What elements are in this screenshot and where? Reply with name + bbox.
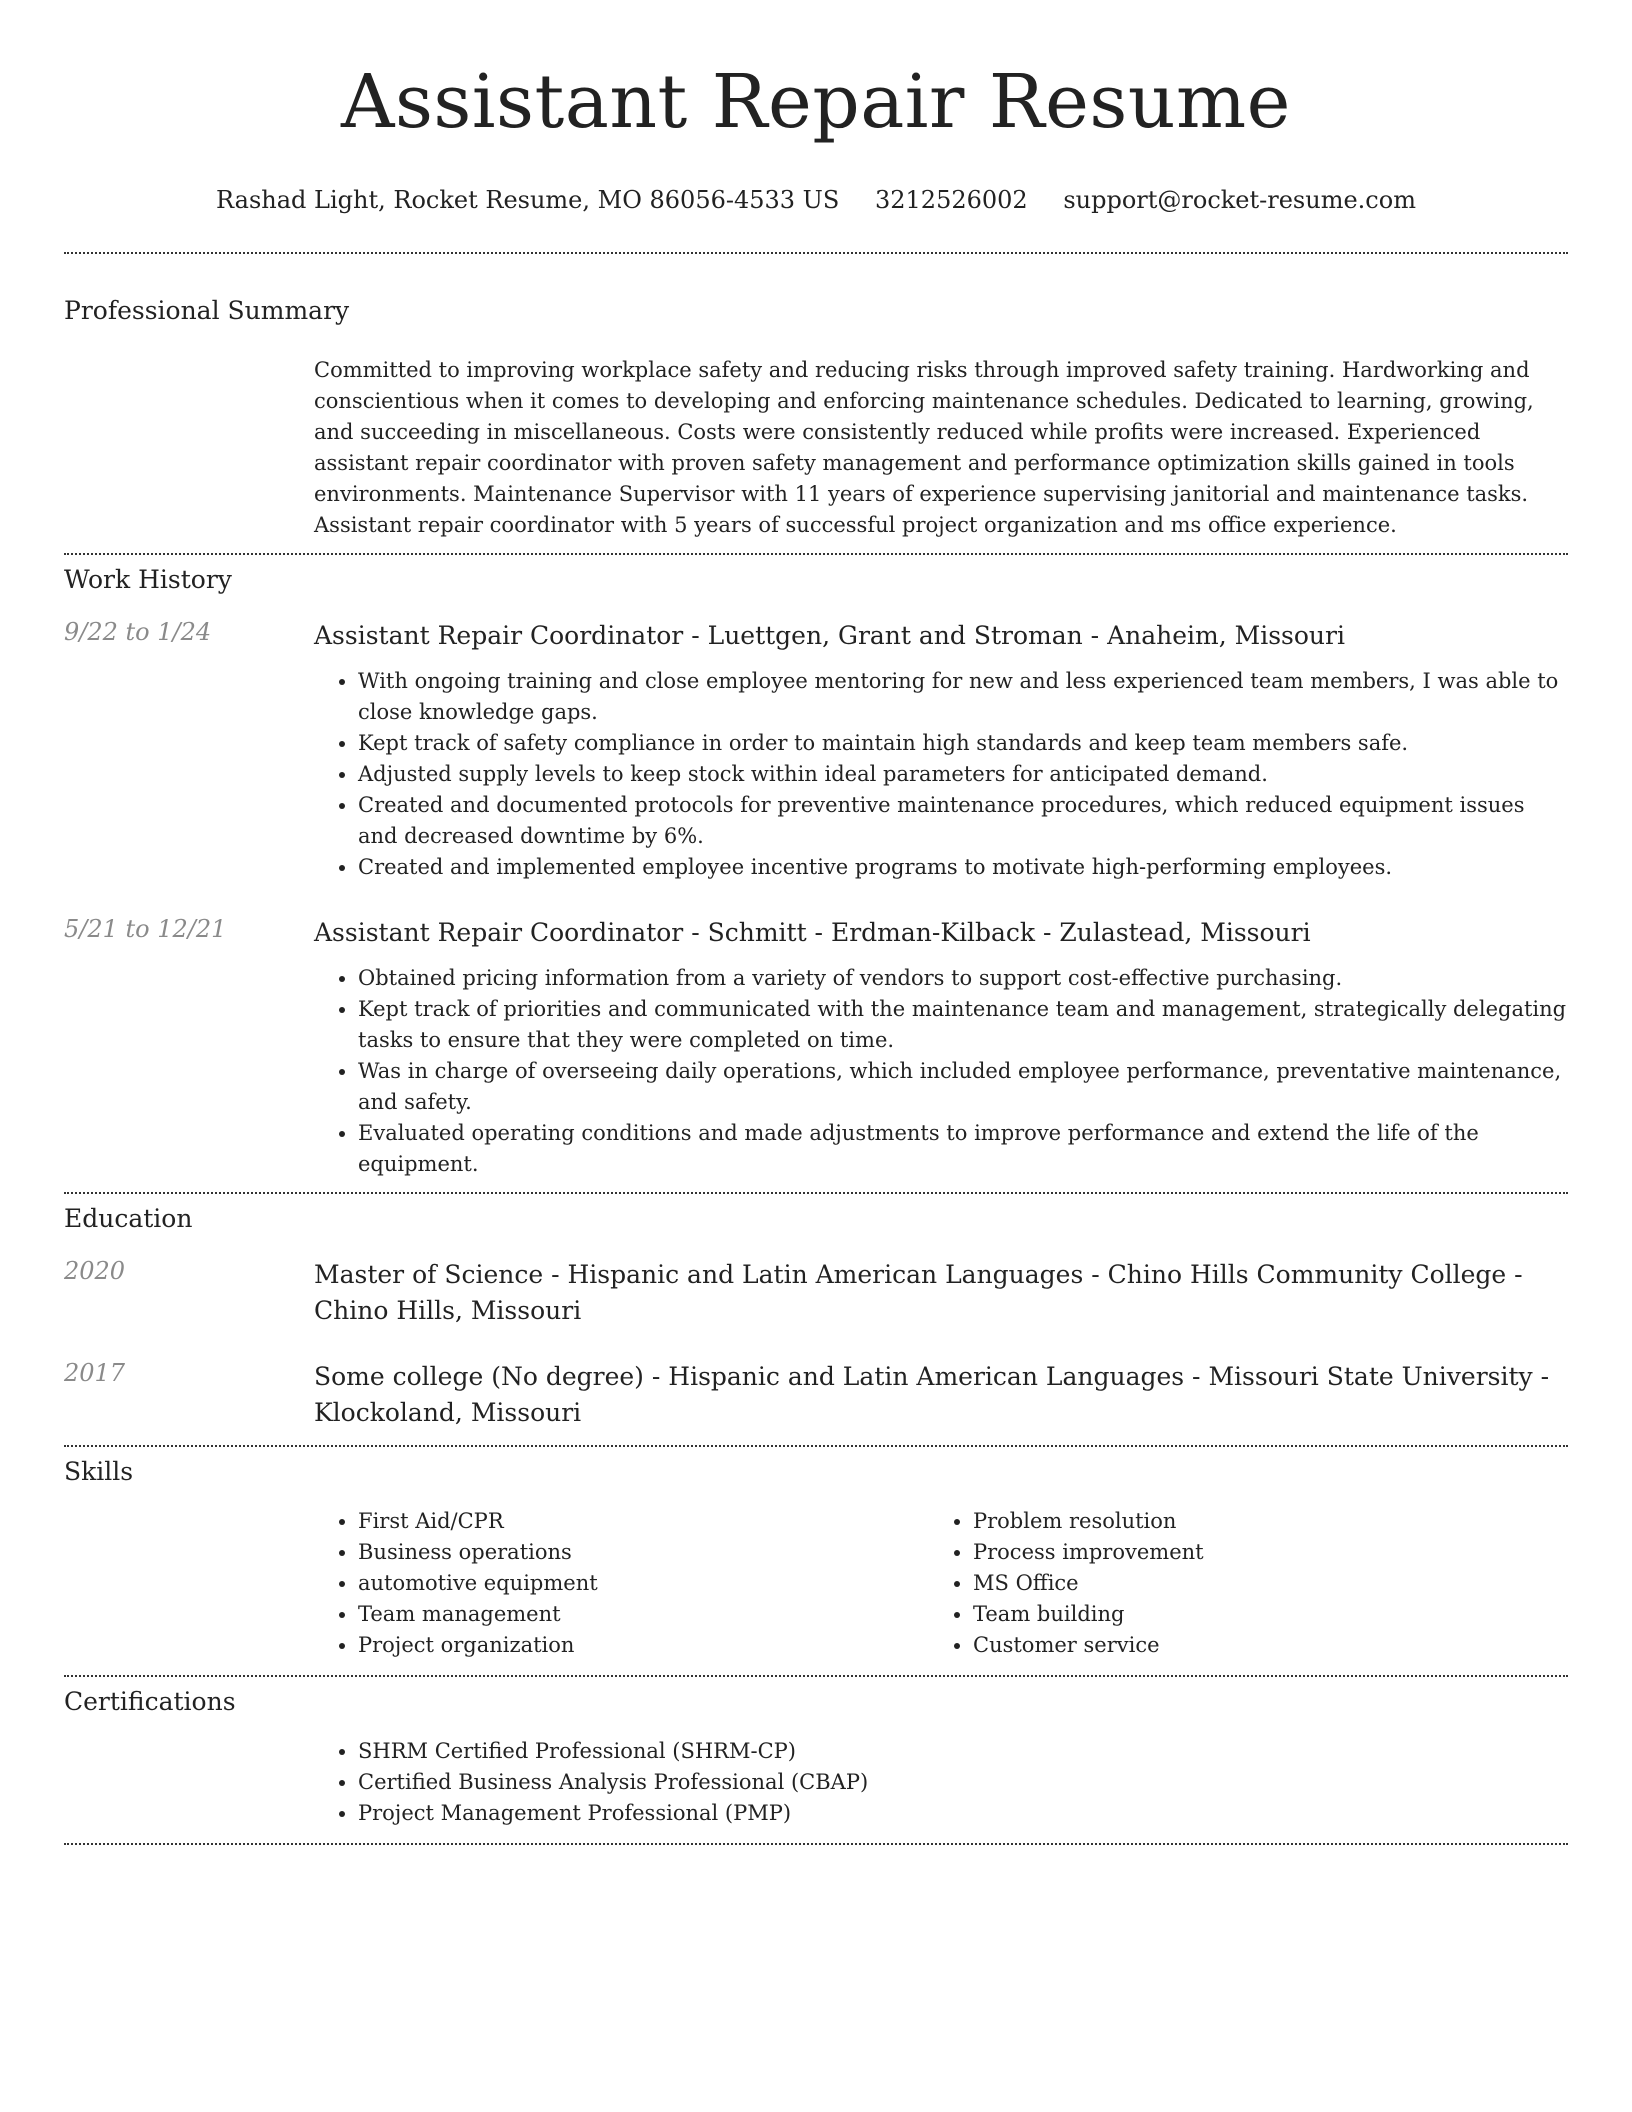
education-degree: Master of Science - Hispanic and Latin American Languages [314, 1260, 1084, 1289]
list-item: • SHRM Certified Professional (SHRM-CP) [358, 1736, 1568, 1767]
list-item: • Obtained pricing information from a variety of vendors to support cost-effective purchasing. [358, 963, 1568, 994]
education-details: - Missouri State University - Klockoland, Missouri [314, 1362, 1550, 1427]
job-bullets [314, 666, 1568, 883]
section-heading-education: Education [64, 1204, 193, 1233]
list-item: • First Aid/CPR [358, 1506, 929, 1537]
skills-list [929, 1506, 1544, 1661]
list-item: • Adjusted supply levels to keep stock within ideal parameters for anticipated demand. [358, 759, 1568, 790]
contact-line [64, 186, 1568, 214]
skills-section [64, 1447, 1568, 1675]
list-item: • Kept track of safety compliance in order to maintain high standards and keep team members safe. [358, 728, 1568, 759]
list-item: • Process improvement [973, 1537, 1544, 1568]
skills-list [314, 1506, 929, 1661]
job-details: - Luettgen, Grant and Stroman - Anaheim, Missouri [683, 621, 1345, 650]
section-heading-summary: Professional Summary [64, 296, 350, 325]
list-item: • Business operations [358, 1537, 929, 1568]
education-section [64, 1194, 1568, 1445]
job-title: Assistant Repair Coordinator [314, 621, 684, 650]
job-entry [64, 618, 1568, 883]
job-title: Assistant Repair Coordinator [314, 918, 684, 947]
section-heading-skills: Skills [64, 1457, 134, 1486]
list-item: • Project Management Professional (PMP) [358, 1798, 1568, 1829]
education-year: 2020 [64, 1257, 126, 1285]
education-entry [64, 1257, 1568, 1329]
list-item: • Was in charge of overseeing daily operations, which included employee performance, preventative maintenance, and safety. [358, 1056, 1568, 1118]
list-item: • Certified Business Analysis Professional (CBAP) [358, 1767, 1568, 1798]
job-dates: 5/21 to 12/21 [64, 915, 227, 943]
work-history-section [64, 555, 1568, 1192]
section-heading-work: Work History [64, 565, 232, 594]
list-item: • MS Office [973, 1568, 1544, 1599]
list-item: • Kept track of priorities and communicated with the maintenance team and management, strategically delegating tasks to ensure that they were completed on time. [358, 994, 1568, 1056]
list-item: • Created and documented protocols for preventive maintenance procedures, which reduced equipment issues and decreased downtime by 6%. [358, 790, 1568, 852]
list-item: • With ongoing training and close employee mentoring for new and less experienced team members, I was able to close knowledge gaps. [358, 666, 1568, 728]
list-item: • automotive equipment [358, 1568, 929, 1599]
contact-phone: 3212526002 [874, 186, 1028, 214]
education-details: - Chino Hills Community College - Chino Hills, Missouri [314, 1260, 1523, 1325]
job-bullets [314, 963, 1568, 1180]
list-item: • Created and implemented employee incentive programs to motivate high-performing employees. [358, 852, 1568, 883]
certifications-list [314, 1736, 1568, 1829]
resume-title: Assistant Repair Resume [341, 59, 1291, 145]
education-year: 2017 [64, 1359, 126, 1387]
job-entry [64, 915, 1568, 1180]
education-degree: Some college (No degree) - Hispanic and Latin American Languages [314, 1362, 1185, 1391]
summary-section [64, 254, 1568, 553]
certifications-section [64, 1677, 1568, 1843]
divider [64, 1843, 1568, 1845]
job-title-line [314, 915, 1568, 951]
list-item: • Problem resolution [973, 1506, 1544, 1537]
list-item: • Customer service [973, 1630, 1544, 1661]
job-title-line [314, 618, 1568, 654]
summary-text: Committed to improving workplace safety and reducing risks through improved safety training. Hardworking and conscientious when it comes to developing and enforcing maintenance schedules. Dedicated to learning, growing, and succeeding in miscellaneous. Costs were consistently reduced while profits were increased. Experienced assistant repair coordinator with proven safety management and performance optimization skills gained in tools environments. Maintenance Supervisor with 11 years of experience supervising janitorial and maintenance tasks. Assistant repair coordinator with 5 years of successful project organization and ms office experience. [314, 358, 1534, 537]
contact-email: support@rocket-resume.com [1063, 186, 1416, 214]
list-item: • Team building [973, 1599, 1544, 1630]
list-item: • Project organization [358, 1630, 929, 1661]
education-entry [64, 1359, 1568, 1431]
job-details: - Schmitt - Erdman-Kilback - Zulastead, Missouri [683, 918, 1311, 947]
list-item: • Evaluated operating conditions and made adjustments to improve performance and extend the life of the equipment. [358, 1118, 1568, 1180]
job-dates: 9/22 to 1/24 [64, 618, 212, 646]
section-heading-certifications: Certifications [64, 1687, 236, 1716]
list-item: • Team management [358, 1599, 929, 1630]
contact-address: Rashad Light, Rocket Resume, MO 86056-4533 US [216, 186, 840, 214]
